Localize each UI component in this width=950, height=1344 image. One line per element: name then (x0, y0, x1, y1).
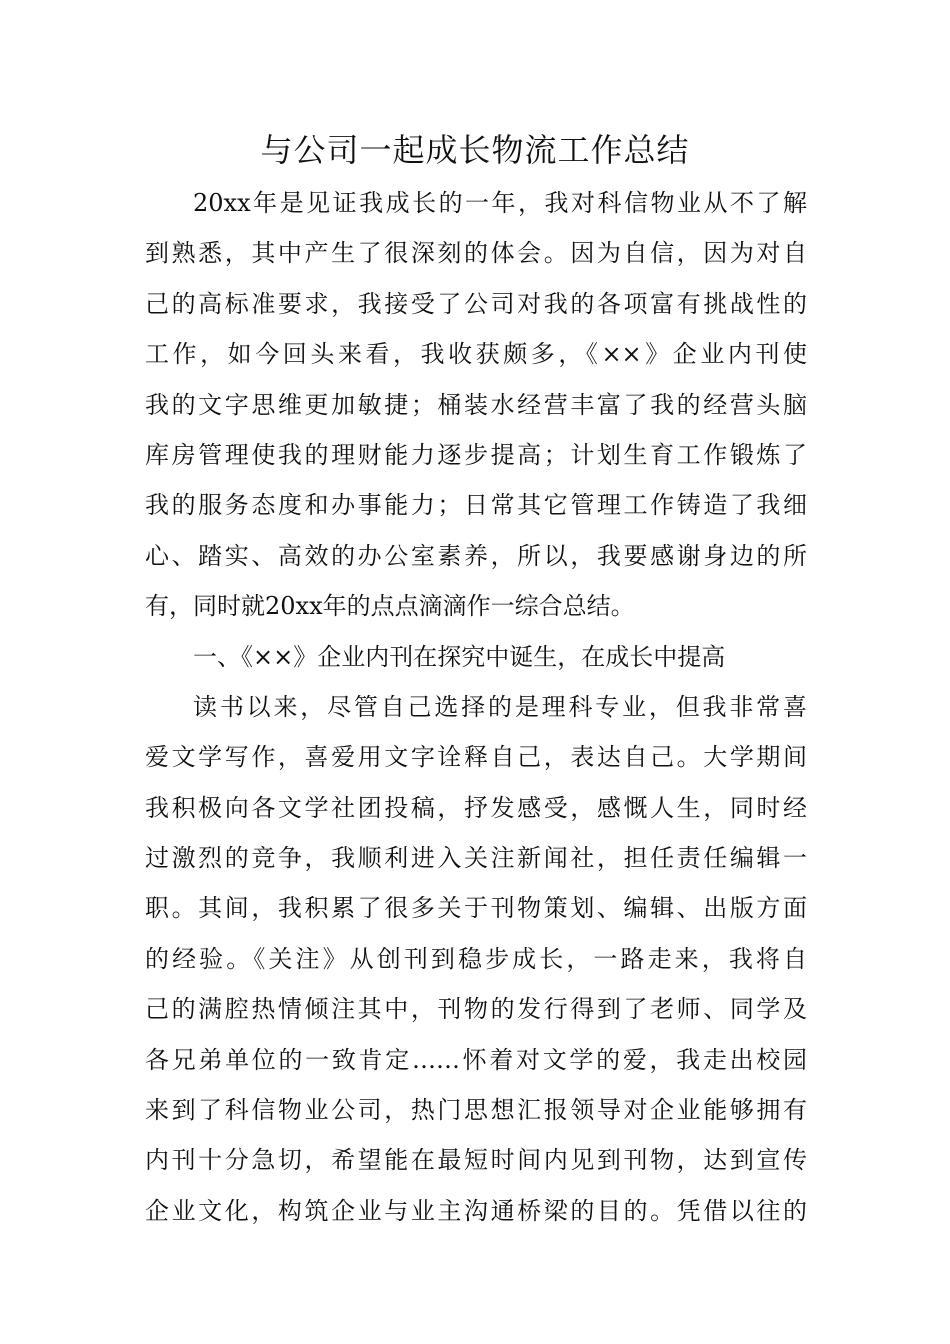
paragraph-line: 过激烈的竞争，我顺利进入关注新闻社，担任责任编辑一 (145, 844, 807, 873)
paragraph-line: 有，同时就20xx年的点点滴滴作一综合总结。 (145, 592, 635, 621)
document-body (145, 178, 807, 1236)
paragraph-line: 内刊十分急切，希望能在最短时间内见到刊物，达到宣传 (145, 1146, 807, 1175)
paragraph-line: 我的服务态度和办事能力；日常其它管理工作铸造了我细 (145, 491, 807, 520)
paragraph-line: 的经验。《关注》从创刊到稳步成长，一路走来，我将自 (145, 944, 807, 973)
paragraph-line: 来到了科信物业公司，热门思想汇报领导对企业能够拥有 (145, 1096, 807, 1125)
paragraph-line: 20xx年是见证我成长的一年，我对科信物业从不了解 (193, 189, 807, 217)
paragraph-line: 到熟悉，其中产生了很深刻的体会。因为自信，因为对自 (145, 239, 807, 268)
paragraph-line: 爱文学写作，喜爱用文字诠释自己，表达自己。大学期间 (145, 743, 807, 772)
paragraph-line: 工作，如今回头来看，我收获颇多，《××》企业内刊使 (145, 340, 807, 369)
paragraph-line: 心、踏实、高效的办公室素养，所以，我要感谢身边的所 (145, 541, 807, 570)
paragraph-line: 读书以来，尽管自己选择的是理科专业，但我非常喜 (193, 692, 807, 721)
paragraph-line: 我积极向各文学社团投稿，抒发感受，感慨人生，同时经 (145, 793, 807, 822)
document-title: 与公司一起成长物流工作总结 (260, 131, 690, 169)
paragraph-line: 企业文化，构筑企业与业主沟通桥梁的目的。凭借以往的 (145, 1196, 807, 1225)
section-heading: 一、《××》企业内刊在探究中诞生，在成长中提高 (193, 642, 726, 671)
paragraph-line: 各兄弟单位的一致肯定……怀着对文学的爱，我走出校园 (145, 1045, 807, 1074)
paragraph-line: 己的高标准要求，我接受了公司对我的各项富有挑战性的 (145, 289, 807, 318)
paragraph-line: 职。其间，我积累了很多关于刊物策划、编辑、出版方面 (145, 894, 807, 923)
paragraph-line: 我的文字思维更加敏捷；桶装水经营丰富了我的经营头脑 (145, 390, 807, 419)
paragraph-line: 库房管理使我的理财能力逐步提高；计划生育工作锻炼了 (145, 440, 807, 469)
paragraph-line: 己的满腔热情倾注其中，刊物的发行得到了老师、同学及 (145, 995, 807, 1024)
